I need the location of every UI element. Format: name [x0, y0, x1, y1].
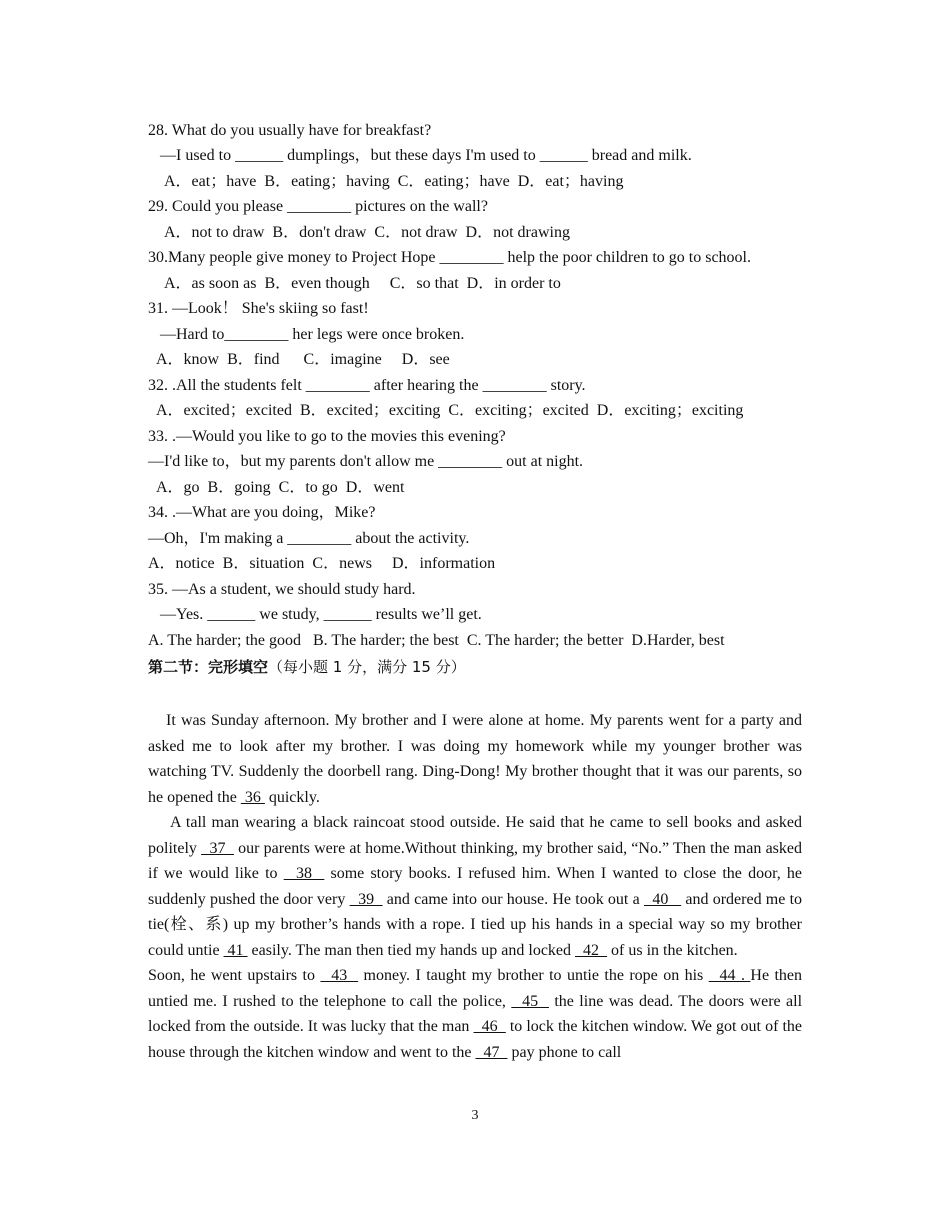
passage-text: and came into our house. He took out a: [382, 890, 644, 908]
section-note: （每小题 1 分，满分 15 分）: [268, 658, 466, 676]
question-32-options: A．excited；excited B．excited；exciting C．exciting；excited D．exciting；exciting: [156, 402, 744, 419]
passage-text: A tall man wearing a black raincoat stood outside. He said that he came to sell books and asked politely: [148, 814, 802, 857]
blank-42: 42: [575, 941, 608, 959]
section-title: 第二节：完形填空: [148, 658, 269, 676]
question-33-stem: 33. .—Would you like to go to the movies this evening?: [148, 428, 506, 445]
blank-38: 38: [283, 865, 325, 882]
passage-text: our parents were at home.Without thinking, my brother said, “No.” Then the man asked if we would like to: [148, 839, 802, 882]
blank-39: 39: [349, 890, 383, 908]
passage-text: to lock the kitchen window. We got out of the house through the kitchen window and went to the: [148, 1018, 803, 1061]
passage-text: It was Sunday afternoon. My brother and I were alone at home. My parents went for a party and asked me to look after my brother. I was doing my homework while my younger brother was watching TV. Suddenly the doorbell rang. Ding-Dong! My brother thought that it was our parents, so he opened the: [148, 712, 802, 806]
blank-47: 47: [475, 1043, 508, 1061]
blank-37: 37: [201, 839, 234, 857]
blank-44: 44 .: [708, 967, 751, 984]
question-28-stem: 28. What do you usually have for breakfast?: [148, 122, 432, 139]
question-31-stem: 31. —Look！ She's skiing so fast!: [148, 300, 369, 317]
page-number: 3: [471, 1108, 479, 1123]
section-heading: [148, 657, 466, 678]
blank-41: 41: [223, 941, 248, 959]
blank-46: 46: [473, 1018, 506, 1035]
blank-36: 36: [240, 788, 265, 806]
passage-text: of us in the kitchen.: [607, 941, 738, 959]
question-31-options: A．know B．find C．imagine D．see: [156, 351, 450, 368]
passage-text: pay phone to call: [507, 1043, 622, 1061]
question-32-stem: 32. .All the students felt ________ after hearing the ________ story.: [148, 377, 586, 394]
question-28-options: A．eat；have B．eating；having C．eating；have D．eat；having: [164, 173, 624, 190]
blank-43: 43: [320, 967, 359, 984]
question-35-reply: —Yes. ______ we study, ______ results we’ll get.: [160, 606, 482, 623]
passage-text: the line was dead. The doors were all locked from the outside. It was lucky that the man: [148, 992, 803, 1035]
question-34-reply: —Oh，I'm making a ________ about the activity.: [148, 530, 470, 547]
passage-paragraph-1: [148, 708, 802, 810]
question-28-reply: —I used to ______ dumplings，but these days I'm used to ______ bread and milk.: [160, 147, 692, 164]
question-31-reply: —Hard to________ her legs were once broken.: [160, 326, 465, 343]
passage-text: He then untied me. I rushed to the telephone to call the police,: [148, 967, 803, 1010]
question-34-options: A．notice B．situation C．news D．information: [148, 555, 496, 572]
question-34-stem: 34. .—What are you doing，Mike?: [148, 504, 376, 521]
blank-45: 45: [511, 992, 549, 1010]
question-35-stem: 35. —As a student, we should study hard.: [148, 581, 416, 598]
passage-paragraph-2: [148, 810, 802, 963]
passage-text: quickly.: [264, 788, 320, 806]
passage-text: some story books. I refused him. When I wanted to close the door, he suddenly pushed the door very: [148, 865, 803, 908]
passage-text: money. I taught my brother to untie the rope on his: [358, 967, 709, 984]
question-30-stem: 30.Many people give money to Project Hope ________ help the poor children to go to school.: [148, 249, 751, 266]
passage-text: Soon, he went upstairs to: [148, 967, 321, 984]
question-30-options: A．as soon as B．even though C．so that D．in order to: [164, 275, 561, 292]
passage-text: and ordered me to tie(栓、系) up my brother’s hands with a rope. I tied up his hands in a special way so my brother could untie: [148, 890, 803, 959]
cloze-passage: [148, 708, 802, 1065]
passage-text: easily. The man then tied my hands up and locked: [247, 941, 576, 959]
question-29-stem: 29. Could you please ________ pictures on the wall?: [148, 198, 488, 215]
question-33-options: A．go B．going C．to go D．went: [156, 479, 405, 496]
passage-paragraph-3: [148, 963, 802, 1065]
question-33-reply: —I'd like to，but my parents don't allow me ________ out at night.: [148, 453, 584, 470]
blank-40: 40: [643, 890, 682, 908]
question-29-options: A．not to draw B．don't draw C．not draw D．not drawing: [164, 224, 570, 241]
question-35-options: A. The harder; the good B. The harder; the best C. The harder; the better D.Harder, best: [148, 632, 725, 649]
